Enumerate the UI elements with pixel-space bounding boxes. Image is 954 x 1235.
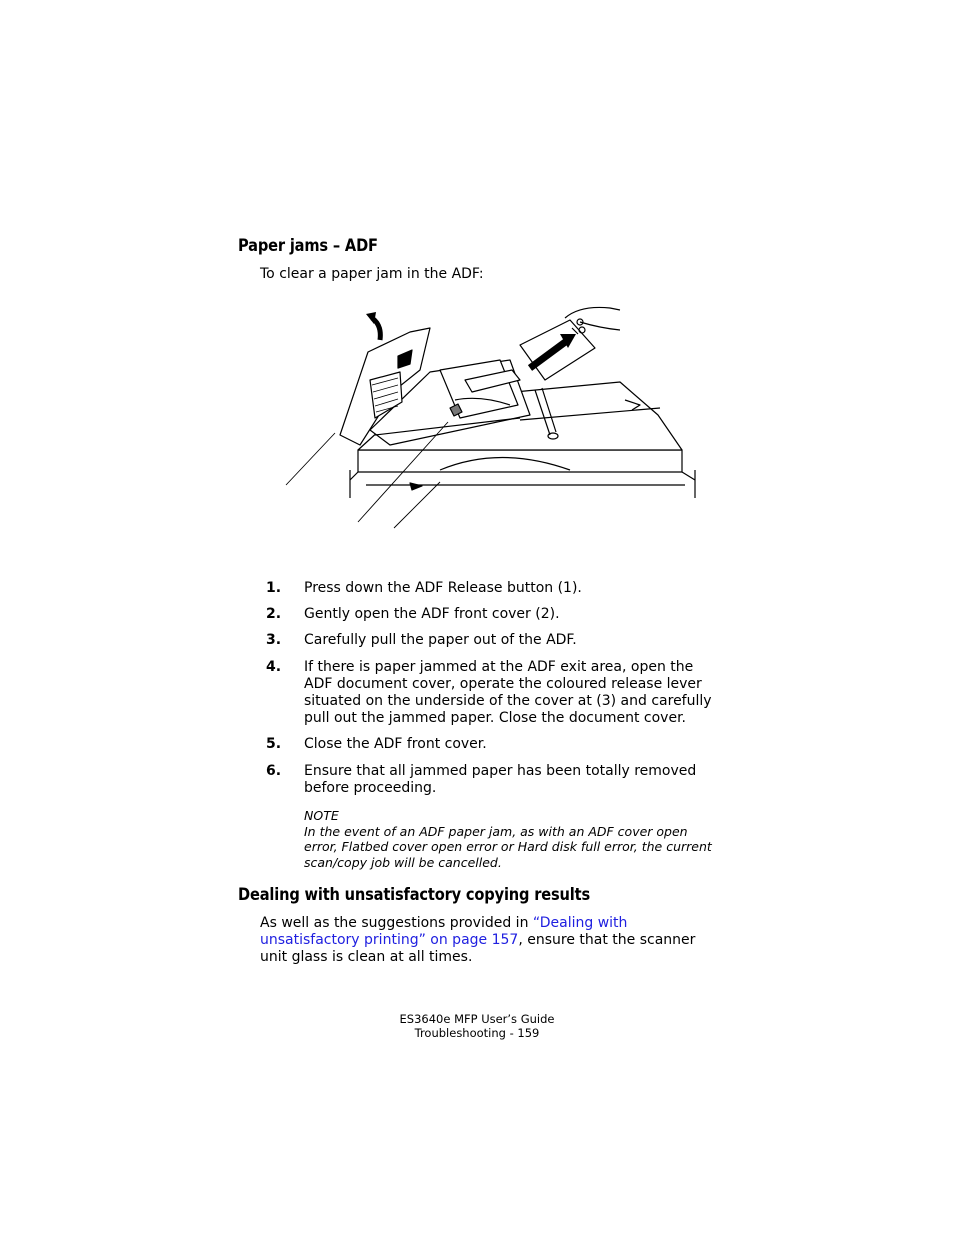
- step-item: [266, 659, 726, 728]
- intro-text: To clear a paper jam in the ADF:: [260, 266, 484, 282]
- paragraph-text-after: , ensure that the scanner unit glass is clean at all times.: [260, 932, 696, 965]
- step-number: 3.: [266, 632, 282, 649]
- section-title-copying-results: Dealing with unsatisfactory copying results: [238, 885, 590, 905]
- step-item: [266, 606, 726, 623]
- note-label: NOTE: [304, 808, 339, 823]
- step-text: Press down the ADF Release button (1).: [304, 580, 582, 596]
- cross-reference-link[interactable]: “Dealing with unsatisfactory printing” on page 157: [260, 915, 628, 948]
- adf-paper-jam-illustration: [280, 300, 700, 535]
- step-text: If there is paper jammed at the ADF exit area, open the ADF document cover, operate the coloured release lever situated on the underside of the cover at (3) and carefully pull out the jammed paper. Close the document cover.: [304, 658, 712, 727]
- step-number: 4.: [266, 658, 282, 675]
- note-text: In the event of an ADF paper jam, as with an ADF cover open error, Flatbed cover open error or Hard disk full error, the current scan/copy job will be cancelled.: [304, 823, 712, 870]
- copying-results-paragraph: [260, 915, 720, 966]
- step-number: 5.: [266, 736, 282, 753]
- footer-page-number: Troubleshooting - 159: [414, 1025, 540, 1040]
- step-item: [266, 580, 726, 597]
- page-footer: [0, 1013, 954, 1040]
- step-text: Carefully pull the paper out of the ADF.: [304, 632, 577, 649]
- footer-guide-title: ES3640e MFP User’s Guide: [399, 1012, 555, 1026]
- note-block: [304, 808, 724, 870]
- step-number: 1.: [266, 580, 282, 596]
- step-text: Gently open the ADF front cover (2).: [304, 606, 560, 623]
- step-text: Close the ADF front cover.: [304, 736, 487, 753]
- instruction-steps: [266, 580, 726, 806]
- paragraph-text-before: As well as the suggestions provided in: [260, 915, 533, 931]
- step-item: [266, 736, 726, 753]
- step-text: Ensure that all jammed paper has been totally removed before proceeding.: [304, 762, 697, 796]
- step-number: 6.: [266, 762, 282, 779]
- step-item: [266, 632, 726, 649]
- section-title-paper-jams: Paper jams – ADF: [238, 236, 378, 256]
- step-number: 2.: [266, 606, 282, 623]
- step-item: [266, 763, 726, 797]
